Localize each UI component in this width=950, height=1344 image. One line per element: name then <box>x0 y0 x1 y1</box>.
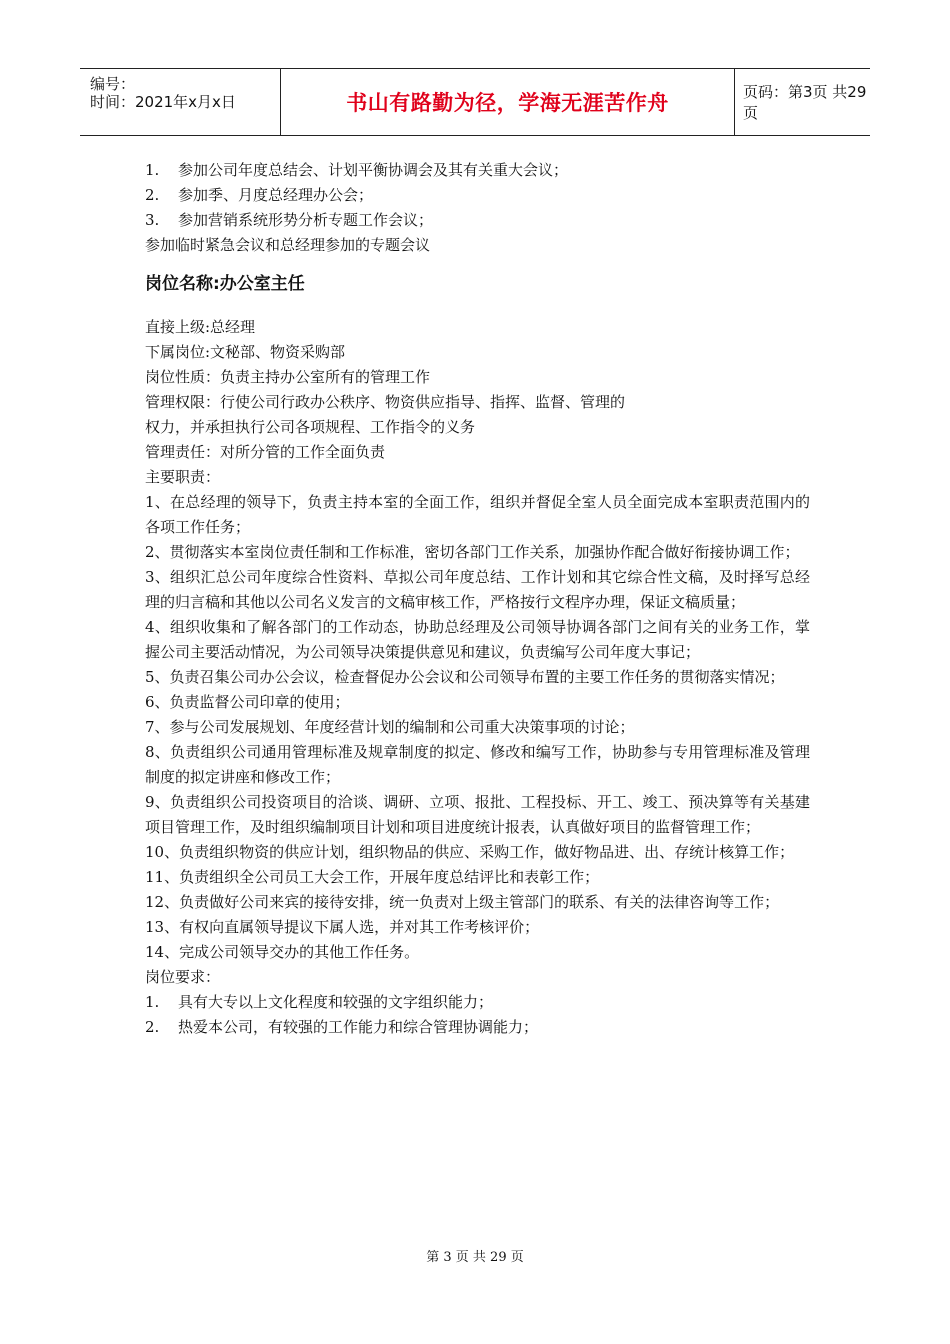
duty-item: 6、负责监督公司印章的使用； <box>145 693 350 711</box>
duty-item: 3、组织汇总公司年度综合性资料、草拟公司年度总结、工作计划和其它综合性文稿，及时择写总经理的归言稿和其他以公司名义发言的文稿审核工作，严格按行文程序办理，保证文稿质量； <box>145 568 810 611</box>
duty-item: 10、负责组织物资的供应计划，组织物品的供应、采购工作，做好物品进、出、存统计核算工作； <box>145 843 795 861</box>
duty-item: 13、有权向直属领导提议下属人选，并对其工作考核评价； <box>145 918 540 936</box>
document-body <box>145 158 810 1040</box>
header-motto-cell <box>280 69 735 135</box>
attribute-line: 权力，并承担执行公司各项规程、工作指令的义务 <box>145 418 476 436</box>
duty-item: 7、参与公司发展规划、年度经营计划的编制和公司重大决策事项的讨论； <box>145 718 635 736</box>
intro-item: 3. 参加营销系统形势分析专题工作会议； <box>145 211 434 229</box>
intro-item: 2. 参加季、月度总经理办公会； <box>145 186 374 204</box>
duty-item: 14、完成公司领导交办的其他工作任务。 <box>145 943 420 961</box>
attribute-line: 直接上级:总经理 <box>145 318 256 336</box>
duty-item: 9、负责组织公司投资项目的洽谈、调研、立项、报批、工程投标、开工、竣工、预决算等有关基建项目管理工作，及时组织编制项目计划和项目进度统计报表，认真做好项目的监督管理工作； <box>145 793 810 836</box>
document-time-label: 时间：2021年x月x日 <box>90 93 236 111</box>
header-motto: 书山有路勤为径，学海无涯苦作舟 <box>346 91 669 115</box>
header-page-label: 页码：第3页 共29页 <box>743 83 867 122</box>
duty-item: 4、组织收集和了解各部门的工作动态，协助总经理及公司领导协调各部门之间有关的业务工作，掌握公司主要活动情况，为公司领导决策提供意见和建议，负责编写公司年度大事记； <box>145 618 810 661</box>
attribute-line: 主要职责： <box>145 468 221 486</box>
attribute-line: 管理权限：行使公司行政办公秩序、物资供应指导、指挥、监督、管理的 <box>145 393 626 411</box>
attribute-line: 管理责任：对所分管的工作全面负责 <box>145 443 386 461</box>
duty-item: 8、负责组织公司通用管理标准及规章制度的拟定、修改和编写工作，协助参与专用管理标准及管理制度的拟定讲座和修改工作； <box>145 743 810 786</box>
attribute-line: 下属岗位:文秘部、物资采购部 <box>145 343 346 361</box>
duty-item: 1、在总经理的领导下，负责主持本室的全面工作，组织并督促全室人员全面完成本室职责范围内的各项工作任务； <box>145 493 810 536</box>
document-number-label: 编号： <box>90 75 136 93</box>
requirement-item: 2. 热爱本公司，有较强的工作能力和综合管理协调能力； <box>145 1018 539 1036</box>
page-footer: 第 3 页 共 29 页 <box>426 1250 524 1265</box>
header-left-cell <box>80 69 280 135</box>
requirements-title: 岗位要求： <box>145 968 221 986</box>
requirement-item: 1. 具有大专以上文化程度和较强的文字组织能力； <box>145 993 494 1011</box>
intro-extra: 参加临时紧急会议和总经理参加的专题会议 <box>145 236 431 254</box>
duty-item: 12、负责做好公司来宾的接待安排，统一负责对上级主管部门的联系、有关的法律咨询等工作； <box>145 893 780 911</box>
duty-item: 5、负责召集公司办公会议，检查督促办公会议和公司领导布置的主要工作任务的贯彻落实情况； <box>145 668 785 686</box>
duty-item: 11、负责组织全公司员工大会工作，开展年度总结评比和表彰工作； <box>145 868 600 886</box>
intro-item: 1. 参加公司年度总结会、计划平衡协调会及其有关重大会议； <box>145 161 569 179</box>
page-header <box>80 68 870 136</box>
attribute-line: 岗位性质：负责主持办公室所有的管理工作 <box>145 368 431 386</box>
duty-item: 2、贯彻落实本室岗位责任制和工作标准，密切各部门工作关系，加强协作配合做好衔接协调工作； <box>145 543 800 561</box>
section-title: 岗位名称:办公室主任 <box>145 274 305 294</box>
